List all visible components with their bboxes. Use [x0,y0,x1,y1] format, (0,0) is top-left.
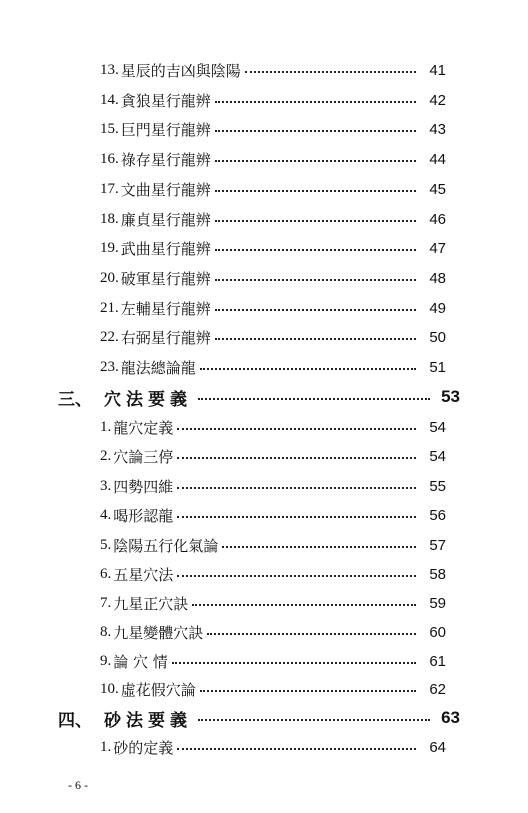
dot-leader [215,130,416,132]
toc-entry[interactable]: 21. 左輔星行龍辨 49 [100,299,446,318]
toc-entry[interactable]: 18. 廉貞星行龍辨 46 [100,210,446,229]
toc-entry[interactable]: 20. 破軍星行龍辨 48 [100,269,446,288]
toc-entry[interactable]: 2. 穴論三停 54 [100,447,446,466]
toc-entry[interactable]: 9. 論 穴 情 61 [100,652,446,671]
dot-leader [222,546,416,548]
toc-entry[interactable]: 23. 龍法總論龍 51 [100,358,446,377]
toc-entry[interactable]: 3. 四勢四維 55 [100,477,446,496]
dot-leader [172,662,416,664]
toc-entry[interactable]: 5. 陰陽五行化氣論 57 [100,536,446,555]
dot-leader [192,604,416,606]
dot-leader [215,338,416,340]
page-number: - 6 - [68,778,88,792]
toc-entry[interactable]: 13. 星辰的吉凶與陰陽 41 [100,61,446,80]
toc-entry[interactable]: 1. 龍穴定義 54 [100,418,446,437]
toc-entry[interactable]: 7. 九星正穴訣 59 [100,594,446,613]
dot-leader [177,457,416,459]
dot-leader [207,633,416,635]
toc-entry[interactable]: 22. 右弼星行龍辨 50 [100,328,446,347]
dot-leader [177,748,416,750]
dot-leader [198,719,430,721]
toc-entry[interactable]: 8. 九星變體穴訣 60 [100,623,446,642]
toc-entry[interactable]: 19. 武曲星行龍辨 47 [100,239,446,258]
toc-section-heading[interactable]: 四、 砂法要義 63 [58,708,460,731]
dot-leader [177,487,416,489]
dot-leader [215,160,416,162]
toc-entry[interactable]: 16. 祿存星行龍辨 44 [100,150,446,169]
dot-leader [215,190,416,192]
toc-entry[interactable]: 17. 文曲星行龍辨 45 [100,180,446,199]
dot-leader [177,428,416,430]
dot-leader [177,575,416,577]
toc-entry[interactable]: 10. 虛花假穴論 62 [100,680,446,699]
dot-leader [200,690,416,692]
dot-leader [200,368,416,370]
dot-leader [215,279,416,281]
dot-leader [177,516,416,518]
toc-entry[interactable]: 15. 巨門星行龍辨 43 [100,120,446,139]
dot-leader [198,398,430,400]
toc-entry[interactable]: 14. 貪狼星行龍辨 42 [100,91,446,110]
toc-section-heading[interactable]: 三、 穴法要義 53 [58,387,460,410]
dot-leader [215,101,416,103]
dot-leader [215,249,416,251]
toc-entry[interactable]: 4. 喝形認龍 56 [100,506,446,525]
toc-entry[interactable]: 6. 五星穴法 58 [100,565,446,584]
dot-leader [215,220,416,222]
dot-leader [245,71,416,73]
toc-entry[interactable]: 1. 砂的定義 64 [100,738,446,757]
dot-leader [215,309,416,311]
